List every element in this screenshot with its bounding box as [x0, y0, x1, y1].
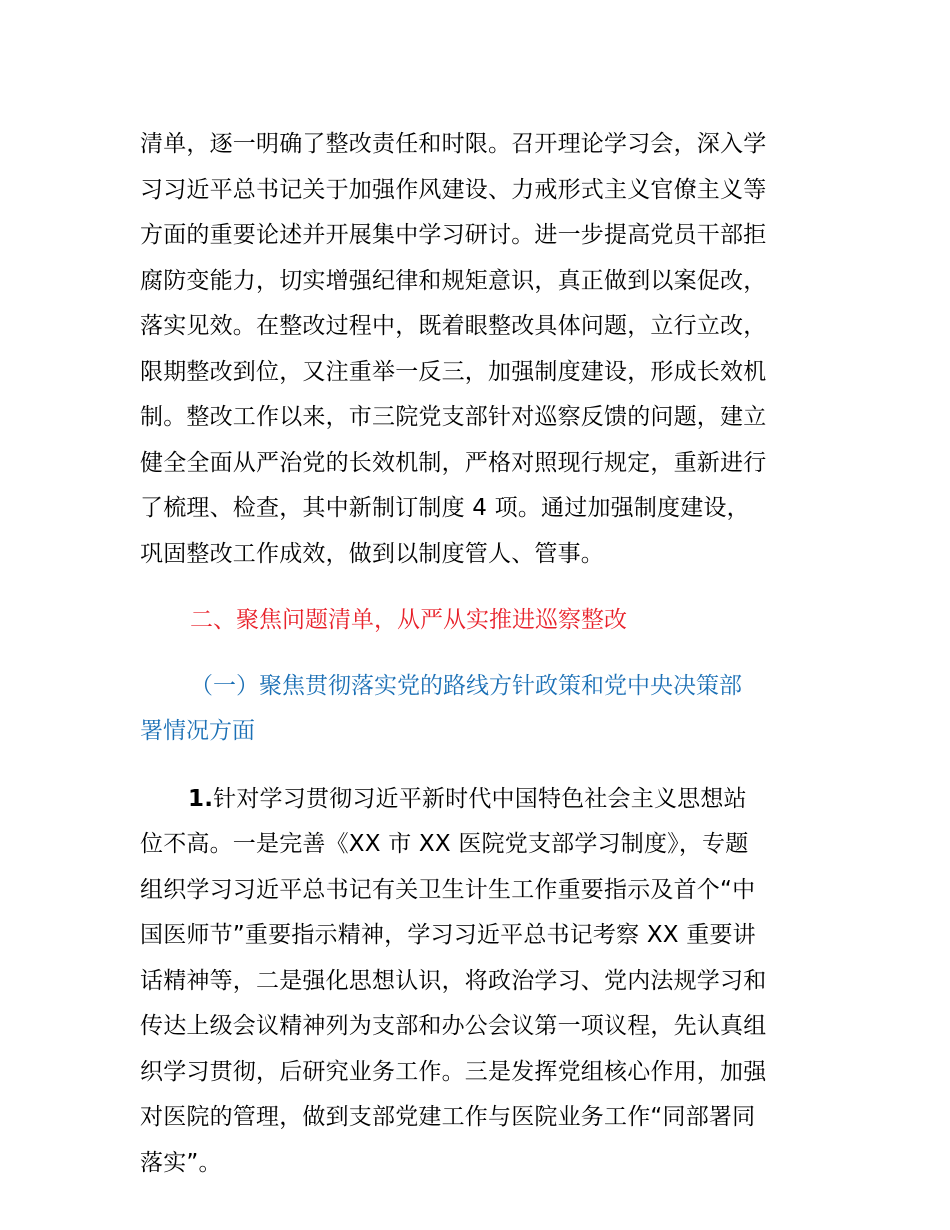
paragraph-2-first-line: 1.针对学习贯彻习近平新时代中国特色社会主义思想站: [188, 785, 747, 812]
paragraph-2-line: [140, 777, 812, 823]
paragraph-1-line: 巩固整改工作成效，做到以制度管人、管事。: [140, 540, 604, 567]
paragraph-2-line: 位不高。一是完善《XX 市 XX 医院党支部学习制度》，专题: [140, 831, 749, 857]
paragraph-2-line: 织学习贯彻，后研究业务工作。三是发挥党组核心作用，加强: [140, 1058, 767, 1085]
paragraph-1-line: 落实见效。在整改过程中，既着眼整改具体问题，立行立改，: [140, 313, 767, 339]
item-number: 1.: [188, 785, 214, 812]
paragraph-1-line: 健全全面从严治党的长效机制，严格对照现行规定，重新进行: [140, 449, 767, 476]
paragraph-1-line: 制。整改工作以来，市三院党支部针对巡察反馈的问题，建立: [140, 404, 767, 430]
paragraph-2-line: 话精神等，二是强化思想认识，将政治学习、党内法规学习和: [140, 967, 767, 994]
subsection-heading-line: （一）聚焦贯彻落实党的路线方针政策和党中央决策部: [190, 672, 742, 699]
paragraph-1-line: 腐防变能力，切实增强纪律和规矩意识，真正做到以案促改，: [140, 267, 767, 294]
paragraph-1-line: 了梳理、检查，其中新制订制度 4 项。通过加强制度建设，: [140, 495, 750, 521]
paragraph-1-line: 习习近平总书记关于加强作风建设、力戒形式主义官僚主义等: [140, 176, 767, 203]
paragraph-2-line: 组织学习习近平总书记有关卫生计生工作重要指示及首个“中: [140, 876, 756, 903]
paragraph-2-line: 对医院的管理，做到支部党建工作与医院业务工作“同部署同: [140, 1104, 756, 1130]
paragraph-1-line: 限期整改到位，又注重举一反三，加强制度建设，形成长效机: [140, 358, 767, 385]
paragraph-2: [140, 777, 812, 1187]
paragraph-1-line: 清单，逐一明确了整改责任和时限。召开理论学习会，深入学: [140, 131, 767, 157]
document-page: [140, 122, 812, 1186]
paragraph-1: [140, 122, 812, 577]
paragraph-1-line: 方面的重要论述并开展集中学习研讨。进一步提高党员干部拒: [140, 222, 767, 248]
paragraph-2-line: 落实”。: [140, 1149, 222, 1176]
paragraph-2-line: 国医师节”重要指示精神，学习习近平总书记考察 XX 重要讲: [140, 922, 756, 948]
paragraph-2-line: 传达上级会议精神列为支部和办公会议第一项议程，先认真组: [140, 1013, 767, 1039]
section-heading: 二、聚焦问题清单，从严从实推进巡察整改: [190, 607, 627, 633]
subsection-heading: [140, 664, 812, 755]
subsection-heading-line: 署情况方面: [140, 718, 255, 744]
